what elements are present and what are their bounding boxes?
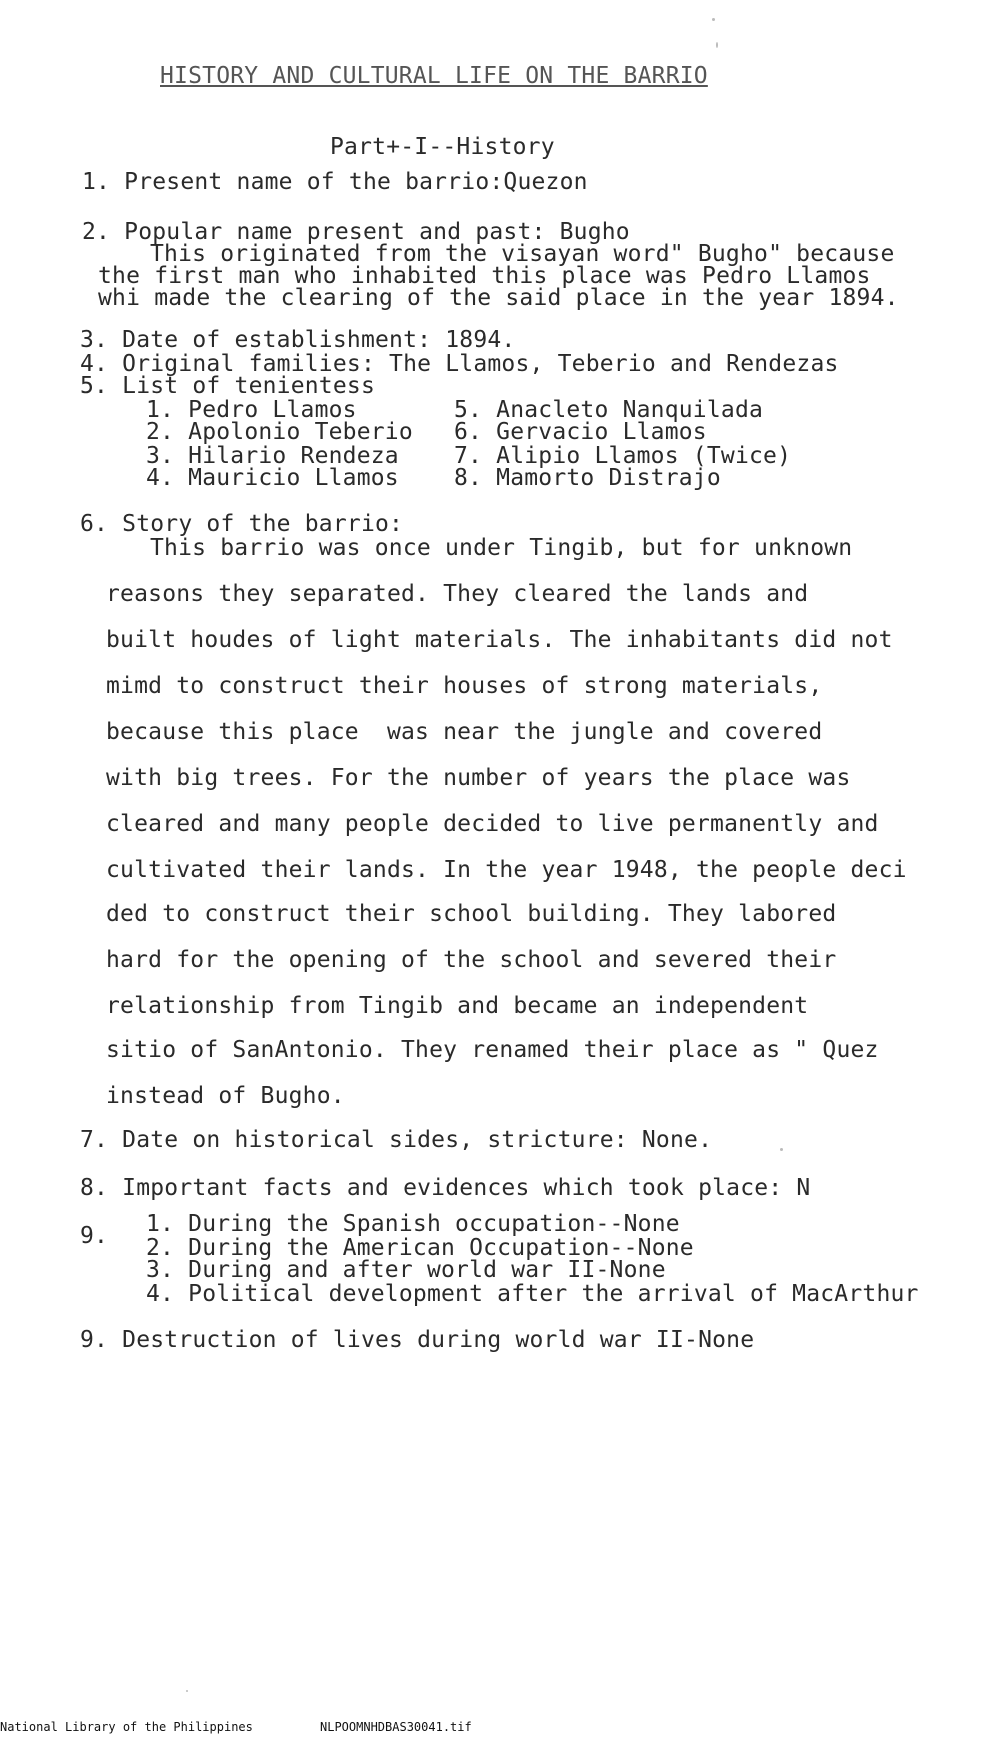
item-8-important-facts: 8. Important facts and evidences which took place: N — [80, 1175, 811, 1201]
section-subtitle: Part+-I--History — [330, 134, 555, 160]
occupation-3: 3. During and after world war II-None — [146, 1257, 666, 1283]
story-line-12: sitio of SanAntonio. They renamed their place as " Quez — [106, 1037, 879, 1063]
story-line-6: with big trees. For the number of years the place was — [106, 765, 851, 791]
item-6-story-heading: 6. Story of the barrio: — [80, 511, 404, 537]
item-2-line-2: This originated from the visayan word" Bugho" because — [150, 241, 895, 267]
item-2-line-3: the first man who inhabited this place was Pedro Llamos — [98, 263, 871, 289]
story-line-3: built houdes of light materials. The inhabitants did not — [106, 627, 893, 653]
item-5-tenientes-heading: 5. List of tenientess — [80, 373, 375, 399]
scan-speck — [186, 1690, 188, 1692]
occupation-4: 4. Political development after the arrival of MacArthur — [146, 1281, 919, 1307]
story-line-8: cultivated their lands. In the year 1948, the people deci — [106, 857, 907, 883]
story-line-13: instead of Bugho. — [106, 1083, 345, 1109]
item-1-present-name: 1. Present name of the barrio:Quezon — [82, 169, 588, 195]
story-line-2: reasons they separated. They cleared the lands and — [106, 581, 809, 607]
teniente-4: 4. Mauricio Llamos — [146, 465, 399, 491]
teniente-1: 1. Pedro Llamos — [146, 397, 357, 423]
story-line-7: cleared and many people decided to live permanently and — [106, 811, 879, 837]
scan-speck — [780, 1148, 783, 1151]
teniente-5: 5. Anacleto Nanquilada — [454, 397, 764, 423]
story-line-4: mimd to construct their houses of strong materials, — [106, 673, 823, 699]
occupation-1: 1. During the Spanish occupation--None — [146, 1211, 680, 1237]
story-line-5: because this place was near the jungle and covered — [106, 719, 823, 745]
story-line-1: This barrio was once under Tingib, but for unknown — [150, 535, 853, 561]
story-line-10: hard for the opening of the school and severed their — [106, 947, 837, 973]
document-title: HISTORY AND CULTURAL LIFE ON THE BARRIO — [160, 63, 708, 89]
occupation-2: 2. During the American Occupation--None — [146, 1235, 694, 1261]
teniente-2: 2. Apolonio Teberio — [146, 419, 413, 445]
teniente-3: 3. Hilario Rendeza — [146, 443, 399, 469]
teniente-7: 7. Alipio Llamos (Twice) — [454, 443, 792, 469]
scan-speck — [712, 18, 715, 21]
footer-library: National Library of the Philippines — [0, 1720, 253, 1734]
item-9-number: 9. — [80, 1223, 109, 1249]
teniente-8: 8. Mamorto Distrajo — [454, 465, 721, 491]
footer-file-id: NLPOOMNHDBAS30041.tif — [320, 1720, 472, 1734]
story-line-11: relationship from Tingib and became an independent — [106, 993, 809, 1019]
item-2-popular-name: 2. Popular name present and past: Bugho — [82, 219, 630, 245]
item-3-date-established: 3. Date of establishment: 1894. — [80, 327, 516, 353]
item-2-line-4: whi made the clearing of the said place in the year 1894. — [98, 285, 899, 311]
item-9-destruction-of-lives: 9. Destruction of lives during world war II-None — [80, 1327, 755, 1353]
scan-speck — [716, 42, 718, 48]
story-line-9: ded to construct their school building. They labored — [106, 901, 837, 927]
item-4-original-families: 4. Original families: The Llamos, Teberio and Rendezas — [80, 351, 839, 377]
item-7-historical-sites: 7. Date on historical sides, stricture: None. — [80, 1127, 713, 1153]
teniente-6: 6. Gervacio Llamos — [454, 419, 707, 445]
